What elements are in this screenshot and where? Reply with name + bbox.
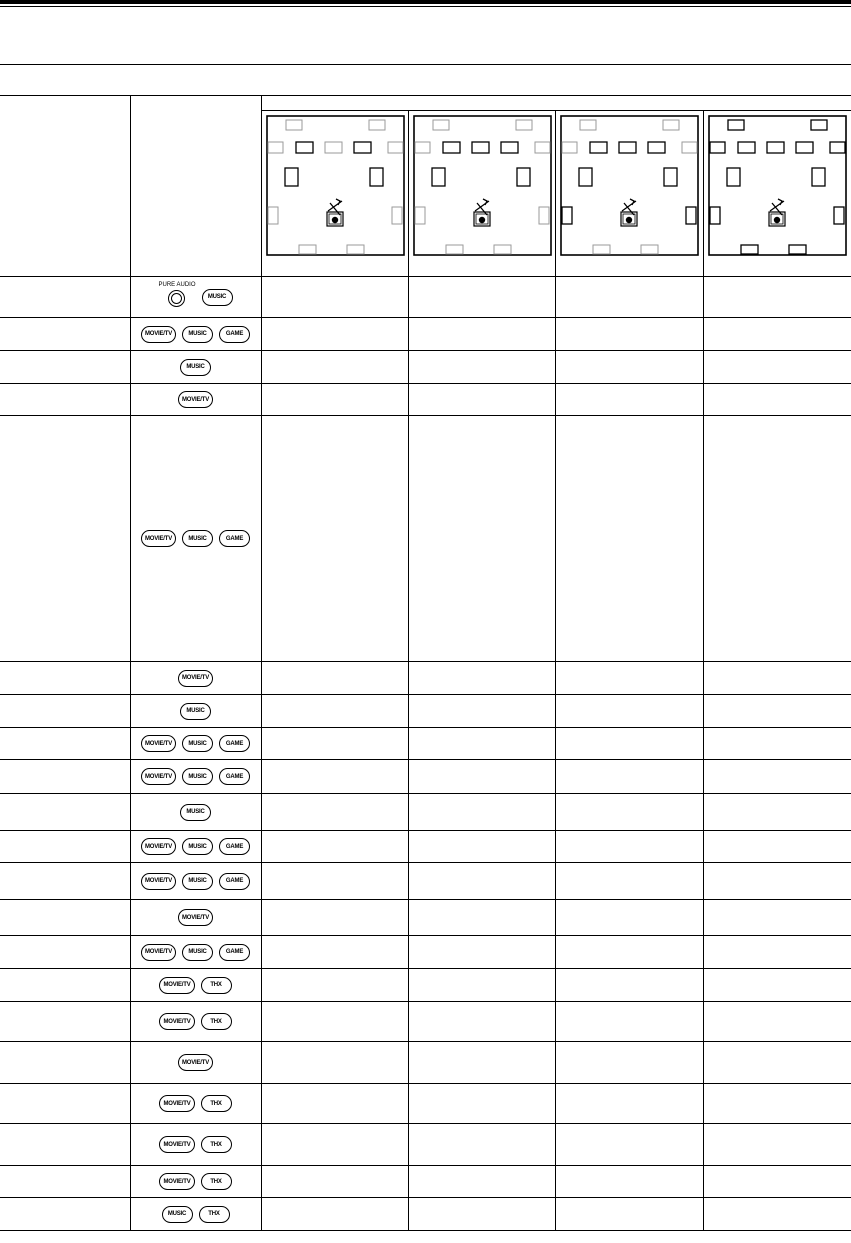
thx-button-icon: THX (201, 977, 232, 994)
table-row (0, 1198, 851, 1231)
room-layout-1 (266, 115, 406, 257)
speaker-availability-cell-4 (703, 351, 851, 384)
movie-button-icon: MOVIE/TV (159, 1136, 194, 1153)
speaker-surround-right-icon (517, 168, 530, 186)
speaker-availability-cell-2 (408, 831, 555, 863)
game-button-icon: GAME (219, 873, 250, 890)
listener-icon (621, 199, 637, 226)
speaker-surround-back-side-right-icon (834, 207, 844, 224)
game-button-icon: GAME (219, 326, 250, 343)
table-row (0, 1166, 851, 1198)
speaker-availability-cell-3 (555, 662, 703, 695)
music-button-icon: MUSIC (180, 703, 211, 720)
movie-button-icon: MOVIE/TV (159, 1095, 194, 1112)
table-row (0, 695, 851, 728)
table-row (0, 969, 851, 1002)
game-button-icon: GAME (219, 944, 250, 961)
music-button-icon: MUSIC (180, 804, 211, 821)
speaker-availability-cell-1 (261, 351, 408, 384)
speaker-availability-cell-4 (703, 936, 851, 969)
speaker-front-right-icon (501, 142, 518, 153)
thx-button-icon: THX (201, 1173, 232, 1190)
listening-mode-cell (0, 318, 130, 351)
table-row (0, 662, 851, 695)
listening-mode-cell (0, 1166, 130, 1198)
listening-mode-cell (0, 1198, 130, 1231)
speaker-availability-cell-2 (408, 1084, 555, 1124)
music-button-icon: MUSIC (162, 1206, 193, 1223)
speaker-availability-cell-2 (408, 1002, 555, 1042)
speaker-availability-cell-4 (703, 416, 851, 662)
speaker-surround-back-side-right-icon (539, 207, 549, 224)
speaker-front-left-icon (296, 142, 313, 153)
speaker-front-left-icon (443, 142, 460, 153)
music-button-icon: MUSIC (182, 838, 213, 855)
speaker-availability-cell-1 (261, 1166, 408, 1198)
room-layout-4 (708, 115, 848, 257)
speaker-availability-cell-1 (261, 831, 408, 863)
speaker-center-icon (325, 142, 342, 153)
speaker-availability-cell-2 (408, 384, 555, 416)
speaker-center-icon (619, 142, 636, 153)
speaker-availability-cell-2 (408, 277, 555, 318)
speaker-availability-cell-1 (261, 662, 408, 695)
speaker-availability-cell-4 (703, 1198, 851, 1231)
remote-button-cell (130, 1198, 261, 1231)
top-double-rule-thin (0, 6, 851, 7)
speaker-front-wide-left-icon (710, 142, 725, 153)
speaker-availability-cell-1 (261, 277, 408, 318)
thx-button-icon: THX (201, 1013, 232, 1030)
speaker-availability-cell-1 (261, 1084, 408, 1124)
speaker-availability-cell-1 (261, 936, 408, 969)
speaker-availability-cell-3 (555, 384, 703, 416)
movie-button-icon: MOVIE/TV (141, 768, 176, 785)
speaker-front-right-icon (648, 142, 665, 153)
game-button-icon: GAME (219, 735, 250, 752)
speaker-availability-cell-2 (408, 1198, 555, 1231)
speaker-availability-cell-3 (555, 1124, 703, 1166)
speaker-availability-cell-3 (555, 863, 703, 900)
movie-button-icon: MOVIE/TV (178, 670, 213, 687)
speaker-surround-back-side-right-icon (686, 207, 696, 224)
speaker-surround-back-side-left-icon (415, 207, 425, 224)
speaker-front-right-icon (796, 142, 813, 153)
table-row (0, 1042, 851, 1084)
speaker-availability-cell-1 (261, 969, 408, 1002)
thx-button-icon: THX (201, 1136, 232, 1153)
speaker-surround-back-right-icon (347, 245, 364, 254)
speaker-availability-cell-4 (703, 1084, 851, 1124)
speaker-availability-cell-3 (555, 1002, 703, 1042)
remote-button-cell (130, 351, 261, 384)
speaker-availability-cell-1 (261, 863, 408, 900)
speaker-availability-cell-4 (703, 1166, 851, 1198)
remote-button-cell (130, 1084, 261, 1124)
speaker-availability-cell-3 (555, 277, 703, 318)
speaker-availability-cell-3 (555, 831, 703, 863)
listening-mode-cell (0, 900, 130, 936)
table-row (0, 384, 851, 416)
speaker-availability-cell-1 (261, 384, 408, 416)
listener-icon (769, 199, 785, 226)
movie-button-icon: MOVIE/TV (141, 873, 176, 890)
speaker-availability-cell-2 (408, 863, 555, 900)
remote-button-cell (130, 760, 261, 794)
speaker-surround-left-icon (579, 168, 592, 186)
game-button-icon: GAME (219, 530, 250, 547)
speaker-surround-left-icon (727, 168, 740, 186)
speaker-surround-back-left-icon (299, 245, 316, 254)
speaker-front-high-left-icon (580, 120, 596, 130)
speaker-availability-cell-3 (555, 936, 703, 969)
remote-button-cell (130, 662, 261, 695)
remote-button-cell (130, 695, 261, 728)
remote-button-cell (130, 318, 261, 351)
listening-mode-table (0, 95, 851, 1231)
speaker-surround-back-left-icon (593, 245, 610, 254)
speaker-front-high-right-icon (369, 120, 385, 130)
speaker-availability-cell-1 (261, 728, 408, 760)
table-row (0, 277, 851, 318)
remote-button-cell (130, 1002, 261, 1042)
speaker-layout-cell-1 (261, 111, 408, 277)
speaker-availability-cell-2 (408, 1166, 555, 1198)
header-button-cell (130, 96, 261, 277)
remote-button-cell (130, 969, 261, 1002)
listening-mode-cell (0, 728, 130, 760)
movie-button-icon: MOVIE/TV (159, 977, 194, 994)
thx-button-icon: THX (201, 1095, 232, 1112)
speaker-availability-cell-4 (703, 318, 851, 351)
listening-mode-cell (0, 969, 130, 1002)
listener-icon (474, 199, 490, 226)
listening-mode-cell (0, 760, 130, 794)
speaker-availability-cell-2 (408, 318, 555, 351)
music-button-icon: MUSIC (180, 359, 211, 376)
listening-mode-cell (0, 662, 130, 695)
pure-audio-label: PURE AUDIO (158, 282, 196, 288)
speaker-layout-cell-3 (555, 111, 703, 277)
speaker-layout-cell-2 (408, 111, 555, 277)
movie-button-icon: MOVIE/TV (178, 1054, 213, 1071)
speaker-layout-cell-4 (703, 111, 851, 277)
listening-mode-cell (0, 1124, 130, 1166)
speaker-availability-cell-3 (555, 318, 703, 351)
speaker-surround-back-left-icon (741, 245, 758, 254)
speaker-availability-cell-4 (703, 794, 851, 831)
movie-button-icon: MOVIE/TV (141, 838, 176, 855)
listening-mode-cell (0, 863, 130, 900)
remote-button-cell (130, 416, 261, 662)
speaker-availability-cell-4 (703, 900, 851, 936)
game-button-icon: GAME (219, 768, 250, 785)
header-divider-rule (0, 64, 851, 65)
speaker-availability-cell-2 (408, 969, 555, 1002)
speaker-front-high-right-icon (663, 120, 679, 130)
music-button-icon: MUSIC (182, 944, 213, 961)
speaker-availability-cell-3 (555, 794, 703, 831)
header-mode-cell (0, 96, 130, 277)
speaker-availability-cell-1 (261, 794, 408, 831)
game-button-icon: GAME (219, 838, 250, 855)
table-header-row (0, 96, 851, 111)
remote-button-cell (130, 863, 261, 900)
speaker-availability-cell-1 (261, 900, 408, 936)
speaker-availability-cell-4 (703, 831, 851, 863)
remote-button-cell (130, 1124, 261, 1166)
speaker-availability-cell-3 (555, 900, 703, 936)
speaker-surround-back-side-right-icon (392, 207, 402, 224)
speaker-availability-cell-4 (703, 728, 851, 760)
remote-button-cell (130, 831, 261, 863)
speaker-availability-cell-3 (555, 728, 703, 760)
speaker-surround-back-side-left-icon (268, 207, 278, 224)
listening-mode-cell (0, 1002, 130, 1042)
table-row (0, 936, 851, 969)
listening-mode-cell (0, 794, 130, 831)
listening-mode-cell (0, 416, 130, 662)
speaker-availability-cell-3 (555, 351, 703, 384)
speaker-front-high-left-icon (433, 120, 449, 130)
remote-button-cell (130, 900, 261, 936)
speaker-availability-cell-4 (703, 760, 851, 794)
table-row (0, 794, 851, 831)
speaker-center-icon (472, 142, 489, 153)
speaker-front-wide-left-icon (268, 142, 283, 153)
listening-mode-cell (0, 1084, 130, 1124)
table-row (0, 831, 851, 863)
speaker-availability-cell-1 (261, 760, 408, 794)
music-button-icon: MUSIC (182, 873, 213, 890)
table-row (0, 351, 851, 384)
speaker-front-high-left-icon (728, 120, 744, 130)
speaker-surround-back-right-icon (641, 245, 658, 254)
speaker-front-right-icon (354, 142, 371, 153)
movie-button-icon: MOVIE/TV (159, 1173, 194, 1190)
table-row (0, 863, 851, 900)
speaker-front-high-right-icon (516, 120, 532, 130)
speaker-surround-right-icon (812, 168, 825, 186)
movie-button-icon: MOVIE/TV (178, 391, 213, 408)
speaker-availability-cell-4 (703, 1042, 851, 1084)
speaker-availability-cell-2 (408, 662, 555, 695)
speaker-availability-cell-2 (408, 936, 555, 969)
speaker-front-left-icon (590, 142, 607, 153)
top-double-rule-thick (0, 0, 851, 4)
music-button-icon: MUSIC (182, 530, 213, 547)
speaker-front-wide-left-icon (415, 142, 430, 153)
speaker-availability-cell-3 (555, 1084, 703, 1124)
speaker-surround-left-icon (432, 168, 445, 186)
room-layout-3 (560, 115, 700, 257)
speaker-availability-cell-3 (555, 416, 703, 662)
table-row (0, 728, 851, 760)
speaker-availability-cell-4 (703, 695, 851, 728)
movie-button-icon: MOVIE/TV (141, 735, 176, 752)
speaker-availability-cell-2 (408, 351, 555, 384)
listening-mode-cell (0, 1042, 130, 1084)
table-row (0, 760, 851, 794)
table-row (0, 1002, 851, 1042)
speaker-availability-cell-3 (555, 969, 703, 1002)
room-layout-2 (413, 115, 553, 257)
speaker-availability-cell-2 (408, 900, 555, 936)
listening-mode-cell (0, 277, 130, 318)
thx-button-icon: THX (199, 1206, 230, 1223)
speaker-surround-back-right-icon (789, 245, 806, 254)
table-row (0, 900, 851, 936)
speaker-front-high-right-icon (811, 120, 827, 130)
speaker-surround-right-icon (370, 168, 383, 186)
music-button-icon: MUSIC (202, 289, 233, 306)
speaker-availability-cell-4 (703, 384, 851, 416)
speaker-availability-cell-4 (703, 1002, 851, 1042)
remote-button-cell (130, 728, 261, 760)
listening-mode-cell (0, 936, 130, 969)
speaker-availability-cell-1 (261, 1198, 408, 1231)
movie-button-icon: MOVIE/TV (178, 909, 213, 926)
table-row (0, 1084, 851, 1124)
listener-icon (327, 199, 343, 226)
speaker-availability-cell-3 (555, 1166, 703, 1198)
remote-button-cell (130, 936, 261, 969)
speaker-availability-cell-2 (408, 1124, 555, 1166)
speaker-availability-cell-3 (555, 695, 703, 728)
speaker-availability-cell-1 (261, 1042, 408, 1084)
listening-mode-cell (0, 831, 130, 863)
speaker-surround-right-icon (664, 168, 677, 186)
speaker-front-wide-right-icon (830, 142, 845, 153)
speaker-surround-left-icon (285, 168, 298, 186)
table-row (0, 318, 851, 351)
speaker-availability-cell-1 (261, 416, 408, 662)
speaker-availability-cell-2 (408, 1042, 555, 1084)
table-row (0, 416, 851, 662)
remote-button-cell (130, 1042, 261, 1084)
speaker-center-icon (767, 142, 784, 153)
remote-button-cell (130, 384, 261, 416)
remote-button-cell (130, 1166, 261, 1198)
speaker-availability-cell-2 (408, 695, 555, 728)
speaker-availability-cell-1 (261, 1124, 408, 1166)
speaker-availability-cell-4 (703, 969, 851, 1002)
speaker-availability-cell-4 (703, 277, 851, 318)
movie-button-icon: MOVIE/TV (141, 530, 176, 547)
speaker-front-wide-right-icon (682, 142, 697, 153)
speaker-surround-back-side-left-icon (710, 207, 720, 224)
speaker-availability-cell-2 (408, 416, 555, 662)
speaker-front-high-left-icon (286, 120, 302, 130)
speaker-surround-back-left-icon (446, 245, 463, 254)
header-speaker-layout-cell (261, 96, 851, 111)
speaker-availability-cell-4 (703, 662, 851, 695)
speaker-availability-cell-4 (703, 1124, 851, 1166)
speaker-front-wide-right-icon (388, 142, 403, 153)
speaker-availability-cell-4 (703, 863, 851, 900)
speaker-availability-cell-2 (408, 760, 555, 794)
speaker-front-wide-left-icon (562, 142, 577, 153)
movie-button-icon: MOVIE/TV (159, 1013, 194, 1030)
speaker-availability-cell-1 (261, 1002, 408, 1042)
speaker-availability-cell-1 (261, 318, 408, 351)
remote-button-cell (130, 277, 261, 318)
speaker-availability-cell-1 (261, 695, 408, 728)
listening-mode-cell (0, 351, 130, 384)
speaker-availability-cell-3 (555, 1198, 703, 1231)
speaker-front-wide-right-icon (535, 142, 550, 153)
listening-mode-cell (0, 384, 130, 416)
remote-button-cell (130, 794, 261, 831)
speaker-availability-cell-2 (408, 794, 555, 831)
listening-mode-cell (0, 695, 130, 728)
pure-audio-button-group (158, 281, 195, 307)
table-row (0, 1124, 851, 1166)
music-button-icon: MUSIC (182, 326, 213, 343)
speaker-availability-cell-3 (555, 760, 703, 794)
music-button-icon: MUSIC (182, 735, 213, 752)
speaker-front-left-icon (738, 142, 755, 153)
speaker-surround-back-side-left-icon (562, 207, 572, 224)
speaker-availability-cell-2 (408, 728, 555, 760)
speaker-surround-back-right-icon (494, 245, 511, 254)
movie-button-icon: MOVIE/TV (141, 326, 176, 343)
music-button-icon: MUSIC (182, 768, 213, 785)
pure-audio-button-icon (168, 290, 185, 307)
speaker-availability-cell-3 (555, 1042, 703, 1084)
movie-button-icon: MOVIE/TV (141, 944, 176, 961)
